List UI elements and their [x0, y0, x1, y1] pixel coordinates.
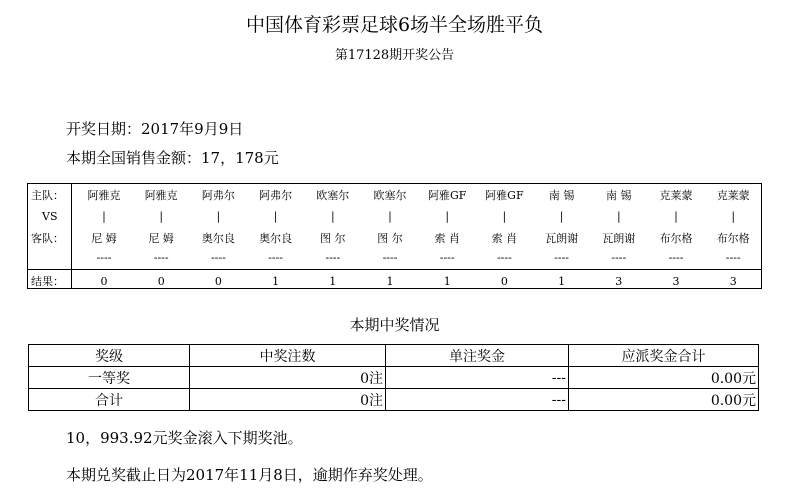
result-divider — [28, 269, 761, 270]
home-team: 克莱蒙 — [659, 189, 693, 202]
away-team: 尼 姆 — [91, 232, 117, 245]
dash-separator: ---- — [668, 251, 684, 264]
prize-level: 一等奖 — [29, 367, 190, 389]
per-bet-prize: --- — [386, 367, 569, 389]
dash-separator: ---- — [268, 251, 284, 264]
vs-separator: | — [616, 210, 621, 223]
label-divider — [71, 184, 72, 288]
prize-level: 合计 — [29, 389, 190, 411]
away-team: 尼 姆 — [148, 232, 174, 245]
match-result: 0 — [157, 275, 165, 288]
total-payout: 0.00元 — [569, 389, 759, 411]
dash-separator: ---- — [439, 251, 455, 264]
home-team: 南 锡 — [606, 189, 632, 202]
result-label: 结果： — [31, 275, 64, 288]
per-bet-prize: --- — [386, 389, 569, 411]
table-row — [29, 367, 759, 389]
header-level: 奖级 — [29, 345, 190, 367]
dash-separator: ---- — [611, 251, 627, 264]
match-result: 0 — [214, 275, 222, 288]
home-team: 阿雅GF — [427, 189, 467, 202]
vs-separator: | — [674, 210, 678, 223]
match-result: 1 — [386, 275, 394, 288]
dash-separator: ---- — [725, 251, 741, 264]
deadline-note: 本期兑奖截止日为2017年11月8日，逾期作弃奖处理。 — [66, 466, 433, 484]
home-team: 南 锡 — [548, 189, 575, 202]
header-winners: 中奖注数 — [190, 345, 386, 367]
match-table — [27, 183, 762, 289]
total-payout: 0.00元 — [569, 367, 759, 389]
vs-separator: | — [273, 210, 278, 223]
away-team: 瓦朗谢 — [545, 232, 579, 245]
dash-separator: ---- — [496, 251, 512, 264]
dash-separator: ---- — [554, 251, 570, 264]
vs-separator: | — [445, 210, 450, 223]
home-team: 阿雅克 — [144, 189, 178, 202]
match-result: 3 — [672, 275, 680, 288]
vs-separator: | — [159, 210, 164, 223]
winner-count: 0注 — [190, 367, 386, 389]
prize-table — [28, 344, 759, 411]
match-result: 0 — [500, 275, 508, 288]
home-team: 阿雅克 — [87, 189, 121, 202]
sales-amount: 本期全国销售金额：17，178元 — [66, 149, 279, 167]
away-team: 瓦朗谢 — [602, 232, 636, 245]
away-team: 索 肖 — [491, 232, 518, 245]
away-team: 布尔格 — [659, 232, 693, 245]
vs-separator: | — [102, 210, 106, 223]
home-team: 阿弗尔 — [259, 189, 293, 202]
away-team: 布尔格 — [716, 232, 750, 245]
prize-section-title: 本期中奖情况 — [349, 316, 440, 334]
dash-separator: ---- — [325, 251, 341, 264]
away-team: 奥尔良 — [201, 232, 235, 245]
prize-header-row — [29, 345, 759, 367]
dash-separator: ---- — [382, 251, 398, 264]
vs-label: VS — [42, 210, 58, 223]
match-result: 1 — [558, 275, 566, 288]
match-result: 1 — [329, 275, 337, 288]
home-team: 欧塞尔 — [373, 189, 407, 202]
match-result: 0 — [100, 275, 108, 288]
header-per-bet-prize: 单注奖金 — [386, 345, 569, 367]
vs-separator: | — [731, 210, 736, 223]
vs-separator: | — [502, 210, 507, 223]
vs-separator: | — [330, 210, 335, 223]
match-result: 3 — [615, 275, 623, 288]
away-team: 索 肖 — [434, 232, 460, 245]
away-team-label: 客队： — [31, 232, 64, 245]
dash-separator: ---- — [153, 251, 169, 264]
vs-separator: | — [388, 210, 392, 223]
home-team: 克莱蒙 — [716, 189, 750, 202]
match-result: 3 — [729, 275, 737, 288]
match-result: 1 — [272, 275, 280, 288]
draw-date: 开奖日期：2017年9月9日 — [66, 120, 244, 138]
home-team: 阿雅GF — [485, 189, 524, 202]
away-team: 图 尔 — [377, 232, 403, 245]
home-team-label: 主队： — [31, 189, 64, 202]
match-result: 1 — [443, 275, 451, 288]
vs-separator: | — [216, 210, 221, 223]
winner-count: 0注 — [190, 389, 386, 411]
issue-subtitle: 第17128期开奖公告 — [334, 48, 455, 63]
dash-separator: ---- — [96, 251, 112, 264]
header-total-payout: 应派奖金合计 — [569, 345, 759, 367]
away-team: 图 尔 — [320, 232, 346, 245]
dash-separator: ---- — [210, 251, 226, 264]
away-team: 奥尔良 — [259, 232, 293, 245]
rollover-note: 10，993.92元奖金滚入下期奖池。 — [66, 429, 303, 447]
home-team: 阿弗尔 — [201, 189, 235, 202]
home-team: 欧塞尔 — [316, 189, 350, 202]
table-row — [29, 389, 759, 411]
vs-separator: | — [559, 210, 564, 223]
page-title: 中国体育彩票足球6场半全场胜平负 — [245, 14, 544, 36]
